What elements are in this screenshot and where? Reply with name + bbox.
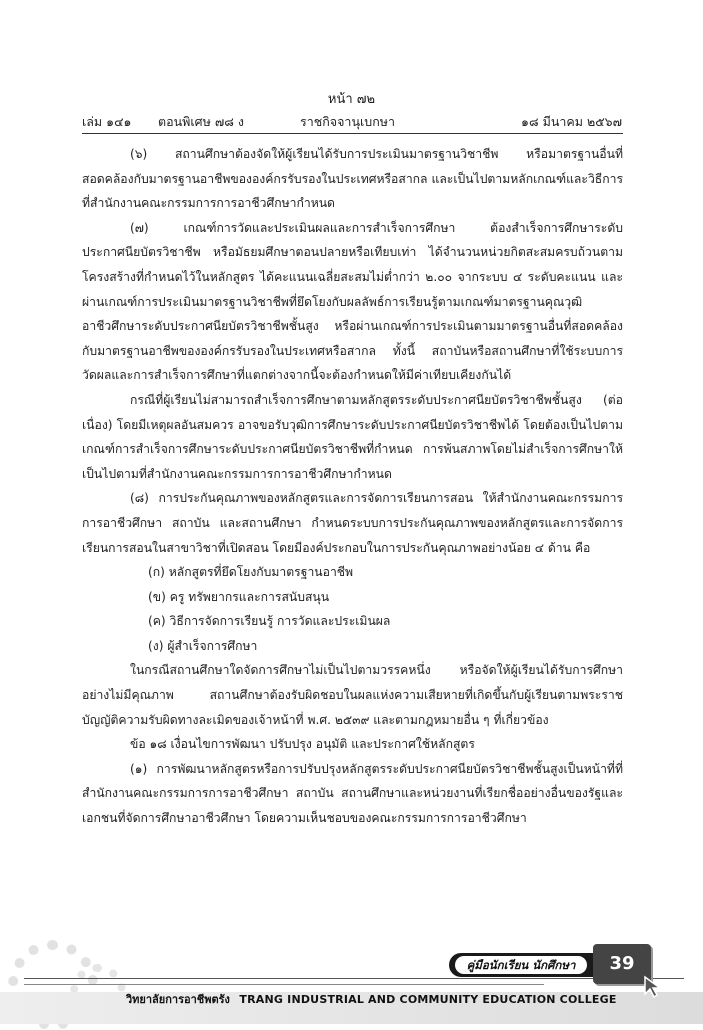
list-item: (ง) ผู้สำเร็จการศึกษา [148, 638, 258, 653]
gazette-header [82, 112, 622, 130]
college-name-english: TRANG INDUSTRIAL AND COMMUNITY EDUCATION COLLEGE [239, 993, 617, 1006]
paragraph: กรณีที่ผู้เรียนไม่สามารถสำเร็จการศึกษาตามหลักสูตรระดับประกาศนียบัตรวิชาชีพชั้นสูง (ต่อเนื่อง) โดยมีเหตุผลอันสมควร อาจขอรับวุฒิการศึกษาระดับประกาศนียบัตรวิชาชีพได้ โดยต้องเป็นไปตามเกณฑ์การสำเร็จการศึกษาระดับประกาศนียบัตรวิชาชีพที่กำหนด การพ้นสภาพโดยไม่สำเร็จการศึกษาให้เป็นไปตามที่สำนักงานคณะกรรมการการอาชีวศึกษากำหนด [82, 392, 623, 481]
footer-divider [24, 978, 684, 979]
arrow-cursor-icon [641, 974, 667, 1000]
list-item: (ข) ครู ทรัพยากรและการสนับสนุน [148, 589, 330, 604]
paragraph: (๑) การพัฒนาหลักสูตรหรือการปรับปรุงหลักสูตรระดับประกาศนียบัตรวิชาชีพชั้นสูงเป็นหน้าที่ที่สำนักงานคณะกรรมการการอาชีวศึกษา สถาบัน สถานศึกษาและหน่วยงานที่เรียกชื่ออย่างอื่นของรัฐและเอกชนที่จัดการศึกษาอาชีวศึกษา โดยความเห็นชอบของคณะกรรมการการอาชีวศึกษา [82, 761, 623, 826]
list-item: (ก) หลักสูตรที่ยึดโยงกับมาตรฐานอาชีพ [148, 565, 354, 580]
publication-name: ราชกิจจานุเบกษา [300, 114, 396, 129]
handbook-tag [449, 953, 593, 977]
clause-heading: ข้อ ๑๘ เงื่อนไขการพัฒนา ปรับปรุง อนุมัติ และประกาศใช้หลักสูตร [130, 737, 475, 752]
college-name-thai: วิทยาลัยการอาชีพตรัง [126, 993, 230, 1006]
header-divider [82, 133, 623, 134]
handbook-title: คู่มือนักเรียน นักศึกษา [455, 956, 587, 974]
footer [0, 930, 703, 1024]
list-item: (ค) วิธีการจัดการเรียนรู้ การวัดและประเมินผล [148, 614, 391, 629]
publication-date: ๑๘ มีนาคม ๒๕๖๗ [521, 114, 622, 129]
issue-label: ตอนพิเศษ ๗๘ ง [158, 114, 244, 129]
document-body [82, 142, 623, 831]
footer-page-number: 39 [593, 944, 651, 984]
paragraph: (๖) สถานศึกษาต้องจัดให้ผู้เรียนได้รับการประเมินมาตรฐานวิชาชีพ หรือมาตรฐานอื่นที่สอดคล้องกับมาตรฐานอาชีพขององค์กรรับรองในประเทศหรือสากล และเป็นไปตามหลักเกณฑ์และวิธีการที่สำนักงานคณะกรรมการการอาชีวศึกษากำหนด [82, 147, 623, 211]
paragraph: (๗) เกณฑ์การวัดและประเมินผลและการสำเร็จการศึกษา ต้องสำเร็จการศึกษาระดับประกาศนียบัตรวิชาชีพ หรือมัธยมศึกษาตอนปลายหรือเทียบเท่า ได้จำนวนหน่วยกิตสะสมครบถ้วนตามโครงสร้างที่กำหนดไว้ในหลักสูตร ได้คะแนนเฉลี่ยสะสมไม่ต่ำกว่า ๒.๐๐ จากระบบ ๔ ระดับคะแนน และผ่านเกณฑ์การประเมินมาตรฐานวิชาชีพที่ยึดโยงกับผลลัพธ์การเรียนรู้ตามเกณฑ์มาตรฐานคุณวุฒิอาชีวศึกษาระดับประกาศนียบัตรวิชาชีพชั้นสูง หรือผ่านเกณฑ์การประเมินตามมาตรฐานอื่นที่สอดคล้องกับมาตรฐานอาชีพขององค์กรรับรองในประเทศหรือสากล ทั้งนี้ สถาบันหรือสถานศึกษาที่ใช้ระบบการวัดผลและการสำเร็จการศึกษาที่แตกต่างจากนี้จะต้องกำหนดให้มีค่าเทียบเคียงกันได้ [82, 220, 623, 383]
paragraph: ในกรณีสถานศึกษาใดจัดการศึกษาไม่เป็นไปตามวรรคหนึ่ง หรือจัดให้ผู้เรียนได้รับการศึกษาอย่างไม่มีคุณภาพ สถานศึกษาต้องรับผิดชอบในผลแห่งความเสียหายที่เกิดขึ้นกับผู้เรียนตามพระราชบัญญัติความรับผิดทางละเมิดของเจ้าหน้าที่ พ.ศ. ๒๕๓๙ และตามกฎหมายอื่น ๆ ที่เกี่ยวข้อง [82, 663, 623, 727]
volume-label: เล่ม ๑๔๑ [82, 114, 132, 129]
footer-divider [24, 984, 544, 985]
page-label: หน้า ๗๒ [327, 92, 376, 107]
college-name [126, 990, 617, 1008]
paragraph: (๘) การประกันคุณภาพของหลักสูตรและการจัดการเรียนการสอน ให้สำนักงานคณะกรรมการการอาชีวศึกษา สถาบัน และสถานศึกษา กำหนดระบบการประกันคุณภาพของหลักสูตรและการจัดการเรียนการสอนในสาขาวิชาที่เปิดสอน โดยมีองค์ประกอบในการประกันคุณภาพอย่างน้อย ๔ ด้าน คือ [82, 491, 623, 555]
